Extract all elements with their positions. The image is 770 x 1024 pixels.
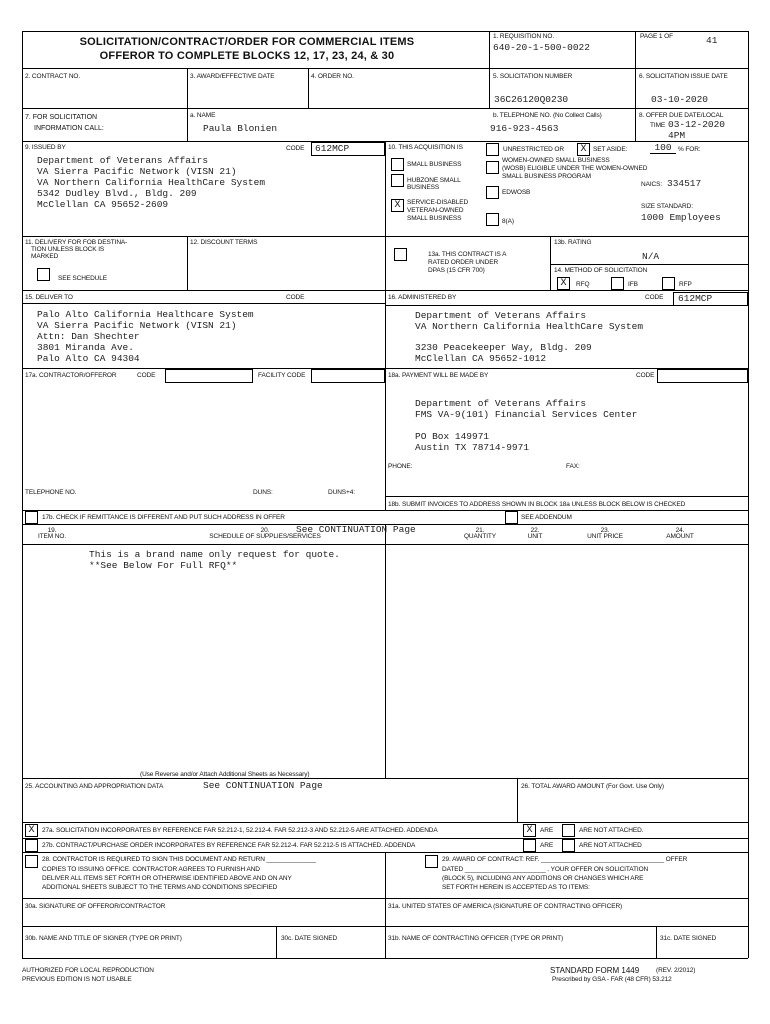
block28-line: 28. CONTRACTOR IS REQUIRED TO SIGN THIS DOCUMENT AND RETURN ______________ [42,856,316,863]
issued-by-code-label: CODE [286,145,305,152]
rfq-label: RFQ [576,281,590,288]
block28-line: DELIVER ALL ITEMS SET FORTH OR OTHERWISE IDENTIFIED ABOVE AND ON ANY [42,875,292,882]
sdvosb-label2: VETERAN-OWNED [407,207,464,214]
method-label: 14. METHOD OF SOLICITATION [554,267,648,274]
page-label: PAGE 1 OF [640,33,673,40]
payment-line: FMS VA-9(101) Financial Services Center [415,409,638,420]
administered-by-line: Department of Veterans Affairs [415,310,587,321]
rfp-checkbox[interactable] [662,277,675,290]
edwosb-checkbox[interactable] [486,186,499,199]
block28-line: ADDITIONAL SHEETS SUBJECT TO THE TERMS AND CONDITIONS SPECIFIED [42,884,278,891]
rated-order-label2: RATED ORDER UNDER [428,259,499,266]
sdvosb-checkbox[interactable]: X [391,199,404,212]
set-aside-for-label: % FOR: [678,146,701,153]
remittance-label: 17b. CHECK IF REMITTANCE IS DIFFERENT AND PUT SUCH ADDRESS IN OFFER [42,514,285,521]
unrestricted-checkbox[interactable] [486,143,499,156]
see-addendum-label: SEE ADDENDUM [521,514,572,521]
rfq-checkbox[interactable]: X [557,277,570,290]
delivery-fob-label3: MARKED [31,253,59,260]
deliver-to-line: VA Sierra Pacific Network (VISN 21) [37,320,237,331]
payment-line: PO Box 149971 [415,431,490,442]
contractor-code-label: CODE [137,372,156,379]
wosb-label3: SMALL BUSINESS PROGRAM [502,173,591,180]
offer-due-label: 8. OFFER DUE DATE/LOCAL [639,112,724,119]
unrestricted-label: UNRESTRICTED OR [503,146,564,153]
contractor-sign-checkbox[interactable] [25,855,38,868]
issue-date-value[interactable]: 03-10-2020 [651,94,709,105]
requisition-label: 1. REQUISITION NO. [493,33,555,40]
footer-revision: (REV. 2/2012) [656,967,696,974]
schedule-continuation-note: See CONTINUATION Page [296,524,416,535]
accounting-label: 25. ACCOUNTING AND APPROPRIATION DATA [25,783,164,790]
size-standard-label: SIZE STANDARD: [641,203,693,210]
signer-date-label: 30c. DATE SIGNED [281,935,338,942]
hubzone-label2: BUSINESS [407,184,440,191]
col-unit: UNIT [527,533,543,540]
size-standard-value[interactable]: 1000 Employees [641,212,721,223]
clause-27b-are-not-checkbox[interactable] [562,839,575,852]
issued-by-code-box[interactable] [311,142,385,156]
col-amount: AMOUNT [666,533,694,540]
footer-authorized: AUTHORIZED FOR LOCAL REPRODUCTION [22,967,154,974]
col-item-no: ITEM NO. [37,533,67,540]
see-schedule-label: SEE SCHEDULE [58,275,108,282]
col-quantity-num: 21. [475,527,485,534]
see-schedule-checkbox[interactable] [37,268,50,281]
set-aside-checkbox[interactable]: X [577,143,590,156]
payment-label: 18a. PAYMENT WILL BE MADE BY [388,372,489,379]
requisition-value[interactable]: 640-20-1-500-0022 [493,42,590,53]
discount-terms-label: 12. DISCOUNT TERMS [190,239,258,246]
facility-code-box[interactable] [311,369,385,383]
rated-order-checkbox[interactable] [394,248,407,261]
deliver-to-line: 3801 Miranda Ave. [37,342,134,353]
name-label: a. NAME [190,112,216,119]
reverse-note: (Use Reverse and/or Attach Additional Sheets as Necessary) [140,771,310,778]
issued-by-line: VA Sierra Pacific Network (VISN 21) [37,166,237,177]
rating-value[interactable]: N/A [642,251,660,262]
col-unit-num: 22. [530,527,540,534]
clause-27a-checkbox[interactable]: X [25,824,38,837]
block29-line: DATED _______________________ . YOUR OFFER ON SOLICITATION [442,866,649,873]
see-addendum-checkbox[interactable] [505,511,518,524]
payment-fax-label: FAX: [566,463,580,470]
block29-line: (BLOCK 5), INCLUDING ANY ADDITIONS OR CHANGES WHICH ARE [442,875,644,882]
award-checkbox[interactable] [425,855,438,868]
page-total: 41 [706,35,718,46]
issued-by-line: VA Northern California HealthCare System [37,177,266,188]
deliver-to-code-label: CODE [286,294,305,301]
offer-due-date[interactable]: 03-12-2020 [668,119,726,130]
block29-line: SET FORTH HEREIN IS ACCEPTED AS TO ITEMS: [442,884,590,891]
administered-by-code: 612MCP [678,293,713,304]
naics-value[interactable]: 334517 [667,178,702,189]
solicitation-info-label2: INFORMATION CALL: [34,125,104,132]
small-business-label: SMALL BUSINESS [407,161,462,168]
telephone-label: b. TELEPHONE NO. (No Collect Calls) [493,112,602,119]
set-aside-percent[interactable]: 100 [650,142,676,154]
block29-line: 29. AWARD OF CONTRACT: REF. ___________________________________ OFFER [442,856,688,863]
award-date-label: 3. AWARD/EFFECTIVE DATE [190,73,275,80]
col-amount-num: 24. [675,527,685,534]
deliver-to-label: 15. DELIVER TO [25,294,73,301]
signer-name-label: 30b. NAME AND TITLE OF SIGNER (TYPE OR PRINT) [25,935,182,942]
payment-code-box[interactable] [657,369,748,383]
contracting-officer-date-label: 31c. DATE SIGNED [660,935,717,942]
administered-by-code-label: CODE [645,294,664,301]
contractor-code-box[interactable] [165,369,253,383]
clause-27b-are-label: ARE [540,842,554,849]
clause-27a-are-label: ARE [540,827,554,834]
clause-27a-are-checkbox[interactable]: X [523,824,536,837]
hubzone-label: HUBZONE SMALL [407,177,461,184]
facility-code-label: FACILITY CODE [258,372,306,379]
schedule-body-line: **See Below For Full RFQ** [89,560,238,571]
solicitation-info-label: 7. FOR SOLICITATION [25,114,98,121]
issue-date-label: 6. SOLICITATION ISSUE DATE [639,73,728,80]
col-schedule: SCHEDULE OF SUPPLIES/SERVICES [209,533,321,540]
payment-line: Austin TX 78714-9971 [415,442,530,453]
eight-a-checkbox[interactable] [486,213,499,226]
clause-27b-are-not-label: ARE NOT ATTACHED [579,842,642,849]
footer-prescribed: Prescribed by GSA - FAR (48 CFR) 53.212 [552,976,672,983]
clause-27a-are-not-label: ARE NOT ATTACHED. [579,827,644,834]
col-item-no-num: 19. [47,527,57,534]
contracting-officer-name-label: 31b. NAME OF CONTRACTING OFFICER (TYPE OR PRINT) [388,935,564,942]
wosb-label2: (WOSB) ELIGIBLE UNDER THE WOMEN-OWNED [502,165,648,172]
administered-by-label: 16. ADMINISTERED BY [388,294,457,301]
rfp-label: RFP [679,281,692,288]
solicitation-number-label: 5. SOLICITATION NUMBER [493,73,573,80]
contractor-duns-label: DUNS: [253,489,273,496]
payment-code-label: CODE [636,372,655,379]
footer-previous-edition: PREVIOUS EDITION IS NOT USABLE [22,976,132,983]
footer-form-name: STANDARD FORM 1449 [550,966,640,975]
contact-name[interactable]: Paula Blonien [203,123,278,134]
total-award-label: 26. TOTAL AWARD AMOUNT (For Govt. Use Only) [521,783,664,790]
order-no-label: 4. ORDER NO. [311,73,354,80]
col-unit-price: UNIT PRICE [587,533,623,540]
col-quantity: QUANTITY [463,533,497,540]
block28-line: COPIES TO ISSUING OFFICE. CONTRACTOR AGREES TO FURNISH AND [42,866,260,873]
deliver-to-line: Attn: Dan Shechter [37,331,140,342]
accounting-value: See CONTINUATION Page [203,780,323,791]
administered-by-line: 3230 Peacekeeper Way, Bldg. 209 [415,342,592,353]
administered-by-line: McClellan CA 95652-1012 [415,353,547,364]
rating-label: 13b. RATING [554,239,592,246]
payment-phone-label: PHONE: [388,463,413,470]
schedule-body-line: This is a brand name only request for quote. [89,549,340,560]
issued-by-line: McClellan CA 95652-2609 [37,199,169,210]
administered-by-code-box[interactable] [673,292,748,306]
hubzone-checkbox[interactable] [391,174,404,187]
sdvosb-label: SERVICE-DISABLED [407,199,469,206]
clause-27b-checkbox[interactable] [25,839,38,852]
clause-27a-are-not-checkbox[interactable] [562,824,575,837]
issued-by-line: Department of Veterans Affairs [37,155,209,166]
issued-by-line: 5342 Dudley Blvd., Bldg. 209 [37,188,197,199]
clause-27a-label: 27a. SOLICITATION INCORPORATES BY REFERENCE FAR 52.212-1, 52.212-4. FAR 52.212-3 AND 52.212-5 ARE ATTACHED. ADDENDA [42,827,438,834]
wosb-checkbox[interactable] [486,161,499,174]
ifb-checkbox[interactable] [611,277,624,290]
set-aside-label: SET ASIDE: [593,146,628,153]
ifb-label: IFB [628,281,638,288]
deliver-to-line: Palo Alto California Healthcare System [37,309,254,320]
payment-line: Department of Veterans Affairs [415,398,587,409]
delivery-fob-label2: TION UNLESS BLOCK IS [31,246,105,253]
administered-by-line: VA Northern California HealthCare System [415,321,644,332]
naics-label: NAICS: [641,181,663,188]
offer-due-time-label: TIME [650,122,666,129]
wosb-label: WOMEN-OWNED SMALL BUSINESS [502,157,610,164]
solicitation-number-value[interactable]: 36C26120Q0230 [494,94,569,105]
small-business-checkbox[interactable] [391,158,404,171]
col-schedule-num: 20. [260,527,270,534]
edwosb-label: EDWOSB [502,189,531,196]
clause-27b-are-checkbox[interactable] [523,839,536,852]
rated-order-label: 13a. THIS CONTRACT IS A [428,251,507,258]
contractor-duns4-label: DUNS+4: [328,489,355,496]
contractor-label: 17a. CONTRACTOR/OFFEROR [25,372,117,379]
telephone-value[interactable]: 916-923-4563 [490,123,559,134]
col-unit-price-num: 23. [600,527,610,534]
offer-due-time[interactable]: 4PM [668,130,686,141]
deliver-to-line: Palo Alto CA 94304 [37,353,140,364]
delivery-fob-label: 11. DELIVERY FOR FOB DESTINA- [25,239,128,246]
issued-by-code: 612MCP [315,143,350,154]
form-title-line2: OFFEROR TO COMPLETE BLOCKS 12, 17, 23, 24, & 30 [99,50,395,62]
sdvosb-label3: SMALL BUSINESS [407,215,462,222]
form-title-line1: SOLICITATION/CONTRACT/ORDER FOR COMMERCIAL ITEMS [79,36,415,48]
offeror-signature-label: 30a. SIGNATURE OF OFFEROR/CONTRACTOR [25,903,166,910]
rated-order-label3: DPAS (15 CFR 700) [428,267,485,274]
contract-no-label: 2. CONTRACT NO. [25,73,81,80]
remittance-checkbox[interactable] [25,511,38,524]
clause-27b-label: 27b. CONTRACT/PURCHASE ORDER INCORPORATES BY REFERENCE FAR 52.212-4. FAR 52.212-5 IS ATTACHED. ADDENDA [42,842,416,849]
usa-signature-label: 31a. UNITED STATES OF AMERICA (SIGNATURE OF CONTRACTING OFFICER) [388,903,623,910]
issued-by-label: 9. ISSUED BY [25,144,66,151]
submit-invoices-label: 18b. SUBMIT INVOICES TO ADDRESS SHOWN IN BLOCK 18a UNLESS BLOCK BELOW IS CHECKED [388,501,686,508]
eight-a-label: 8(A) [502,218,514,225]
acquisition-label: 10. THIS ACQUISITION IS [388,144,463,151]
contractor-telephone-label: TELEPHONE NO. [25,489,77,496]
